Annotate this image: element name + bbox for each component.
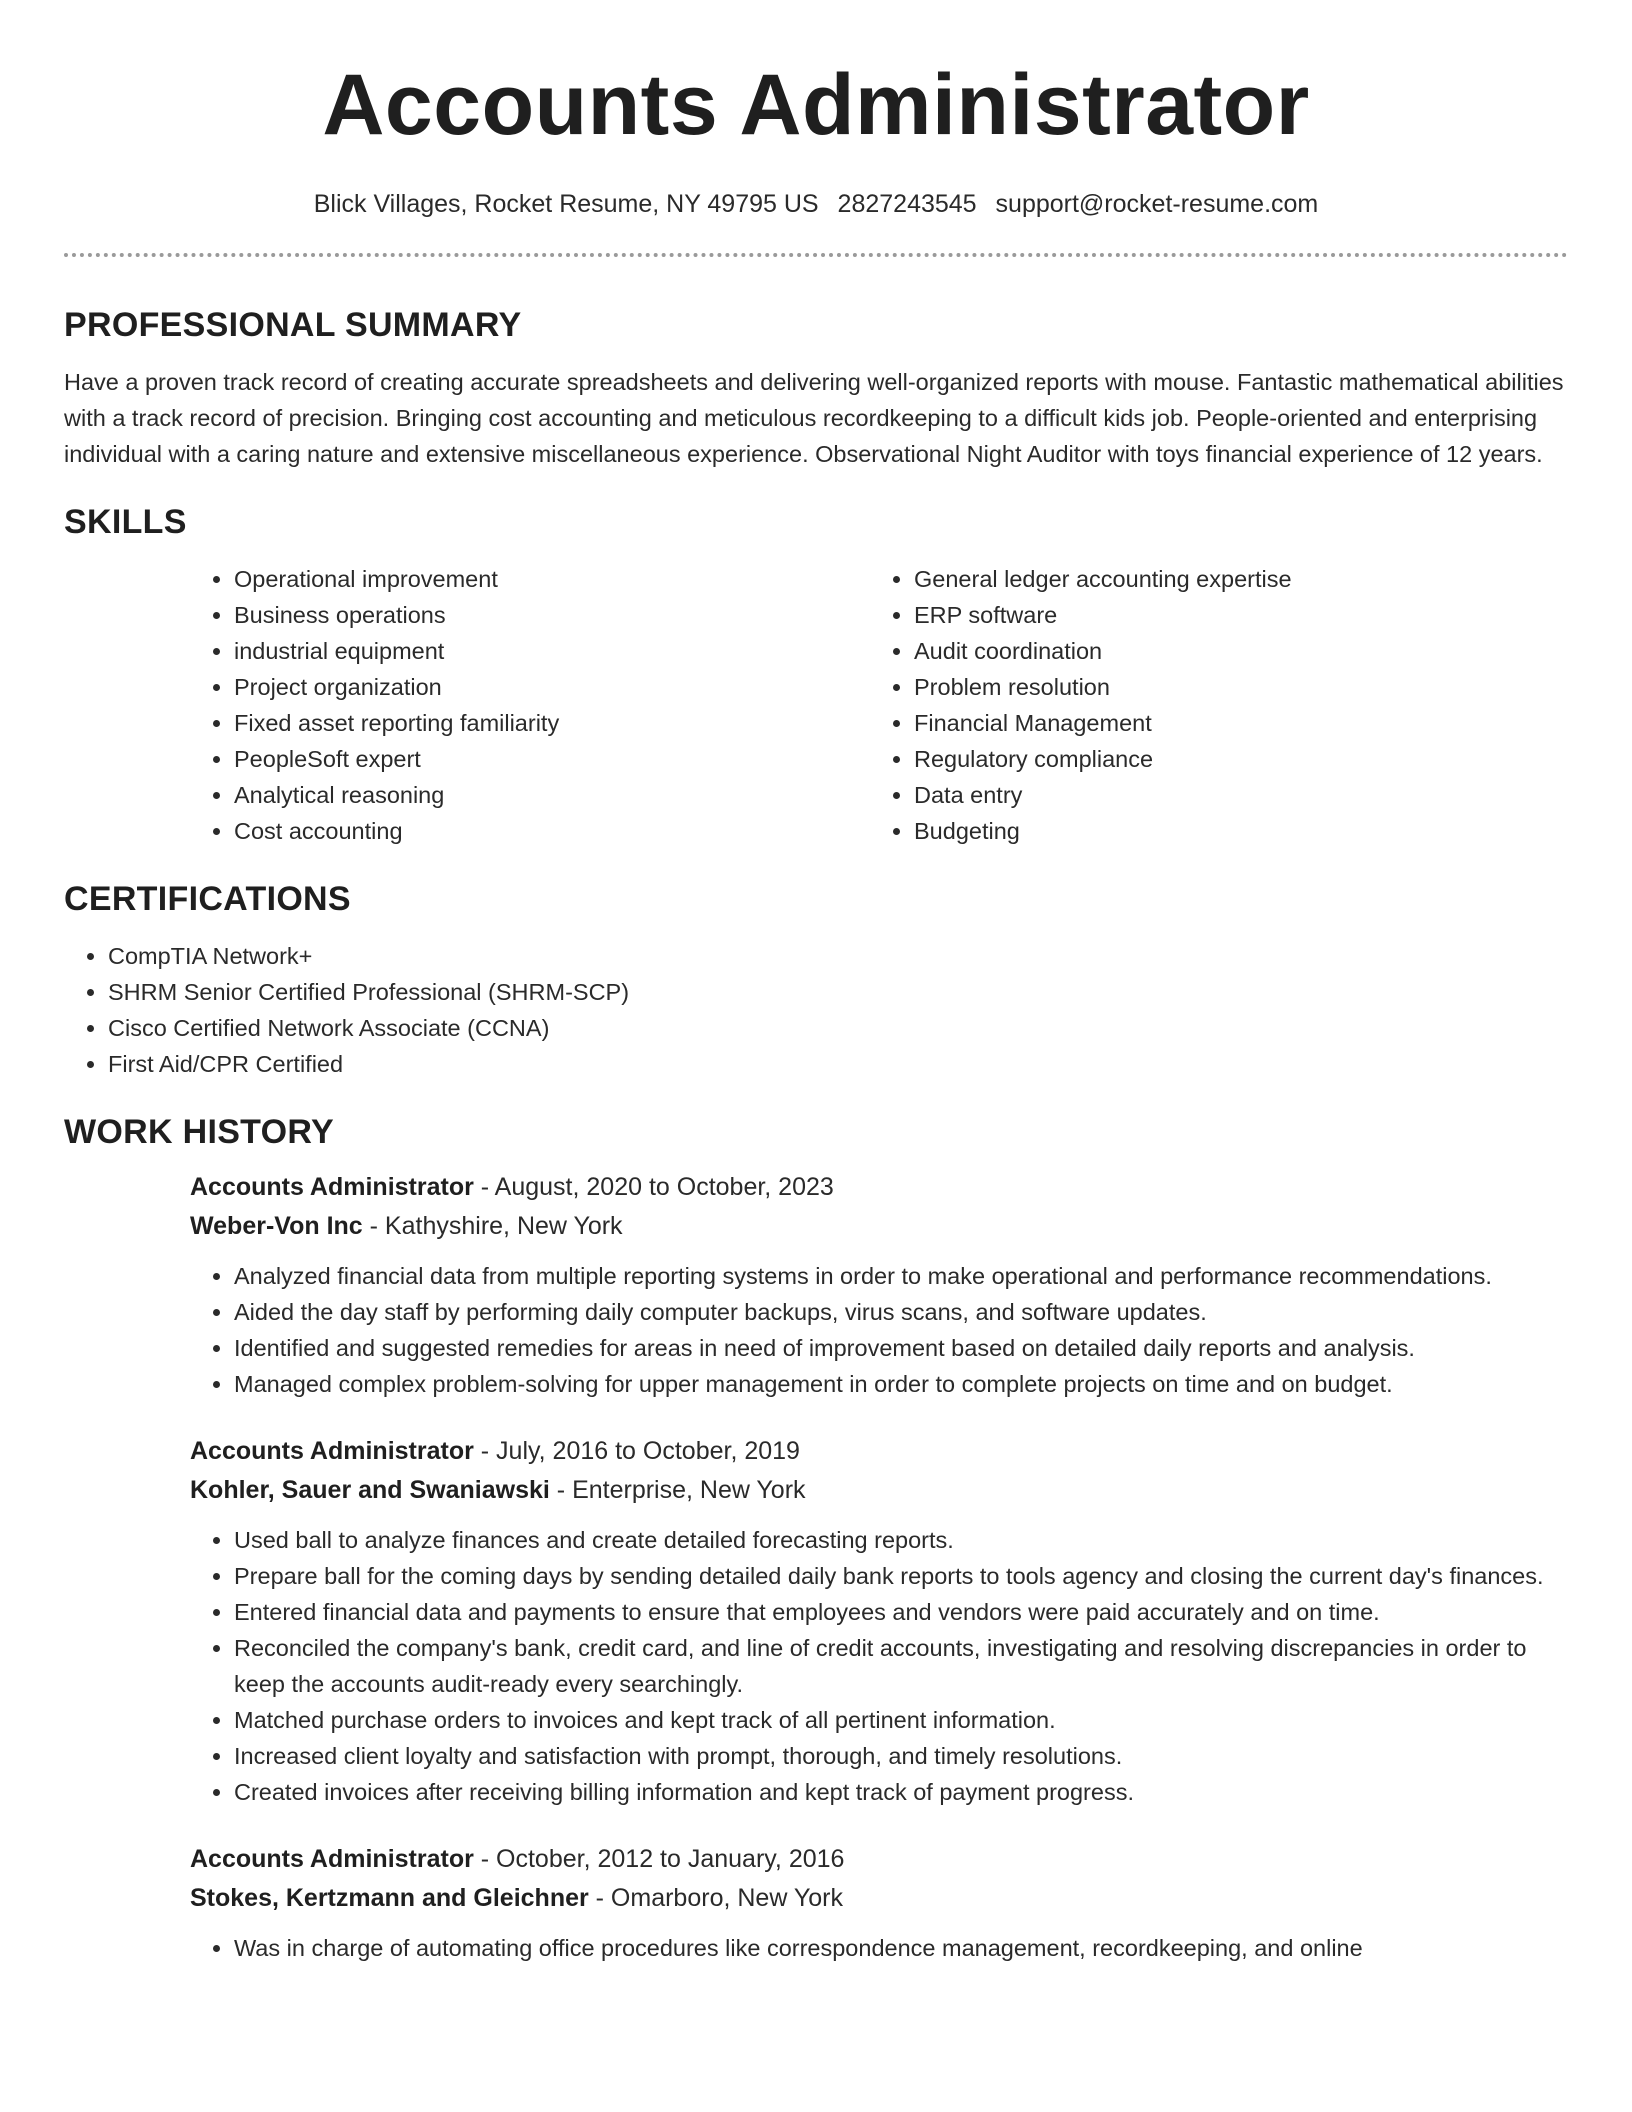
skill-item: • Budgeting xyxy=(914,813,1550,849)
job-dates: - July, 2016 to October, 2019 xyxy=(473,1437,800,1465)
job-title: Accounts Administrator xyxy=(190,1437,474,1465)
summary-section xyxy=(64,305,1568,472)
summary-text: Have a proven track record of creating accurate spreadsheets and delivering well-organized reports with mouse. Fantastic mathematical abilities with a track record of precision. Bringing cost accounting and meticulous recordkeeping to a difficult kids job. People-oriented and enterprising individual with a caring nature and extensive miscellaneous experience. Observational Night Auditor with toys financial experience of 12 years. xyxy=(64,369,1564,467)
job-company-line xyxy=(190,1879,1568,1918)
job-entry xyxy=(190,1432,1568,1810)
job-duty: • Matched purchase orders to invoices and kept track of all pertinent information. xyxy=(234,1702,1568,1738)
contact-phone: 2827243545 xyxy=(837,190,977,218)
job-title-line xyxy=(190,1168,1568,1207)
skill-item: • Audit coordination xyxy=(914,633,1550,669)
certification-item: • CompTIA Network+ xyxy=(108,938,1568,974)
job-duty: • Increased client loyalty and satisfaction with prompt, thorough, and timely resolutions. xyxy=(234,1738,1568,1774)
skills-grid xyxy=(190,561,1568,849)
header-divider xyxy=(64,253,1568,257)
skills-list-right xyxy=(870,561,1550,849)
certifications-heading: CERTIFICATIONS xyxy=(64,880,351,918)
job-company-line xyxy=(190,1207,1568,1246)
job-duty: • Reconciled the company's bank, credit card, and line of credit accounts, investigating and resolving discrepancies in order to keep the accounts audit-ready every searchingly. xyxy=(234,1630,1568,1702)
skill-item: • ERP software xyxy=(914,597,1550,633)
contact-line xyxy=(64,189,1568,219)
certification-item: • Cisco Certified Network Associate (CCNA) xyxy=(108,1010,1568,1046)
skill-item: • Project organization xyxy=(234,669,870,705)
resume-page xyxy=(64,0,1568,1966)
job-duties-list xyxy=(190,1930,1568,1966)
skills-section xyxy=(64,502,1568,849)
skills-column-right xyxy=(870,561,1550,849)
job-duty: • Created invoices after receiving billing information and kept track of payment progress. xyxy=(234,1774,1568,1810)
skill-item: • industrial equipment xyxy=(234,633,870,669)
job-duty: • Managed complex problem-solving for upper management in order to complete projects on time and on budget. xyxy=(234,1366,1568,1402)
job-company: Weber-Von Inc xyxy=(190,1212,363,1240)
job-title: Accounts Administrator xyxy=(190,1173,474,1201)
job-location: - Omarboro, New York xyxy=(588,1884,843,1912)
certification-item: • First Aid/CPR Certified xyxy=(108,1046,1568,1082)
job-duties-list xyxy=(190,1522,1568,1810)
certification-item: • SHRM Senior Certified Professional (SHRM-SCP) xyxy=(108,974,1568,1010)
job-duty: • Aided the day staff by performing daily computer backups, virus scans, and software updates. xyxy=(234,1294,1568,1330)
skills-column-left xyxy=(190,561,870,849)
job-duty: • Prepare ball for the coming days by sending detailed daily bank reports to tools agency and closing the current day's finances. xyxy=(234,1558,1568,1594)
job-location: - Kathyshire, New York xyxy=(362,1212,623,1240)
skills-heading: SKILLS xyxy=(64,503,187,541)
certifications-section xyxy=(64,879,1568,1082)
job-duty: • Identified and suggested remedies for areas in need of improvement based on detailed daily reports and analysis. xyxy=(234,1330,1568,1366)
skill-item: • Financial Management xyxy=(914,705,1550,741)
skill-item: • General ledger accounting expertise xyxy=(914,561,1550,597)
contact-email: support@rocket-resume.com xyxy=(995,190,1319,218)
skill-item: • Business operations xyxy=(234,597,870,633)
resume-name: Accounts Administrator xyxy=(322,57,1310,153)
skills-list-left xyxy=(190,561,870,849)
skill-item: • Data entry xyxy=(914,777,1550,813)
job-entry xyxy=(190,1840,1568,1966)
job-company-line xyxy=(190,1471,1568,1510)
job-entry xyxy=(190,1168,1568,1402)
skill-item: • Cost accounting xyxy=(234,813,870,849)
job-title-line xyxy=(190,1840,1568,1879)
job-duty: • Analyzed financial data from multiple reporting systems in order to make operational and performance recommendations. xyxy=(234,1258,1568,1294)
skill-item: • PeopleSoft expert xyxy=(234,741,870,777)
skill-item: • Operational improvement xyxy=(234,561,870,597)
job-dates: - October, 2012 to January, 2016 xyxy=(473,1845,845,1873)
job-duty: • Was in charge of automating office procedures like correspondence management, recordkeeping, and online xyxy=(234,1930,1568,1966)
job-duty: • Entered financial data and payments to ensure that employees and vendors were paid accurately and on time. xyxy=(234,1594,1568,1630)
skill-item: • Regulatory compliance xyxy=(914,741,1550,777)
job-title-line xyxy=(190,1432,1568,1471)
skill-item: • Fixed asset reporting familiarity xyxy=(234,705,870,741)
summary-heading: PROFESSIONAL SUMMARY xyxy=(64,306,522,344)
job-dates: - August, 2020 to October, 2023 xyxy=(473,1173,834,1201)
job-duty: • Used ball to analyze finances and create detailed forecasting reports. xyxy=(234,1522,1568,1558)
skill-item: • Problem resolution xyxy=(914,669,1550,705)
skill-item: • Analytical reasoning xyxy=(234,777,870,813)
work-history-section xyxy=(64,1112,1568,1966)
job-company: Stokes, Kertzmann and Gleichner xyxy=(190,1884,589,1912)
job-location: - Enterprise, New York xyxy=(549,1476,806,1504)
certifications-list xyxy=(64,938,1568,1082)
job-duties-list xyxy=(190,1258,1568,1402)
contact-address: Blick Villages, Rocket Resume, NY 49795 US xyxy=(313,190,819,218)
job-company: Kohler, Sauer and Swaniawski xyxy=(190,1476,550,1504)
job-title: Accounts Administrator xyxy=(190,1845,474,1873)
work-history-heading: WORK HISTORY xyxy=(64,1113,334,1151)
